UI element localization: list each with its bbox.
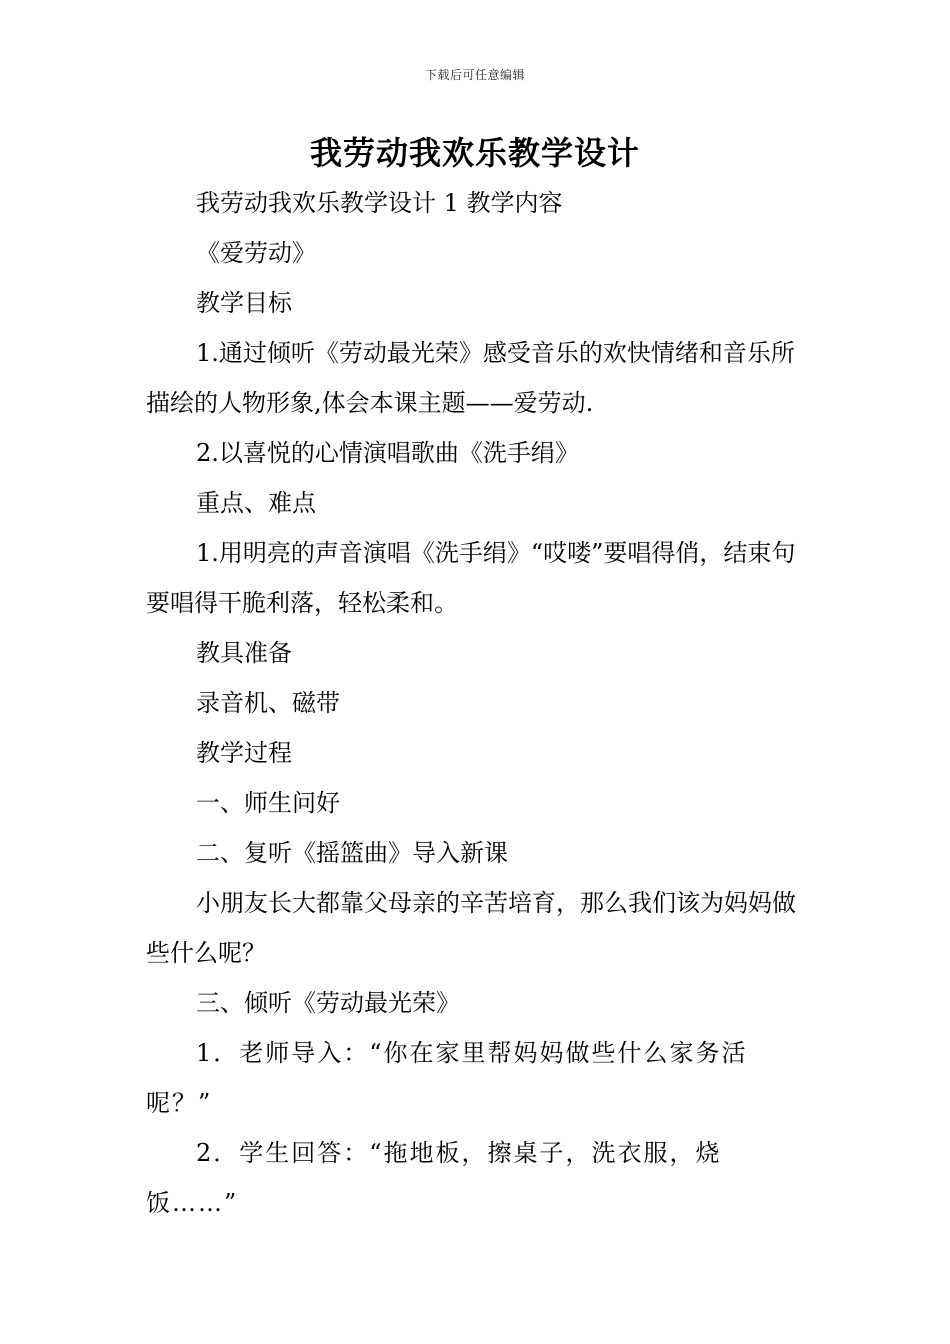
paragraph-step-3: 三、倾听《劳动最光荣》	[196, 989, 460, 1017]
paragraph-step-3-item-1: 1．老师导入：“你在家里帮妈妈做些什么家务活呢？”	[146, 1039, 748, 1117]
heading-key-points: 重点、难点	[196, 489, 316, 517]
header-note: 下载后可任意编辑	[424, 68, 525, 82]
paragraph-step-2: 二、复听《摇篮曲》导入新课	[196, 839, 508, 867]
paragraph-step-2-detail: 小朋友长大都靠父母亲的辛苦培育，那么我们该为妈妈做些什么呢？	[146, 889, 796, 967]
heading-teaching-aids: 教具准备	[196, 639, 292, 667]
paragraph-key-point-1: 1.用明亮的声音演唱《洗手绢》“哎喽”要唱得俏，结束句要唱得干脆利落，轻松柔和。	[146, 539, 796, 617]
document-body	[146, 178, 810, 1228]
heading-teaching-goals: 教学目标	[196, 289, 292, 317]
paragraph-goal-1: 1.通过倾听《劳动最光荣》感受音乐的欢快情绪和音乐所描绘的人物形象,体会本课主题——爱劳动.	[146, 339, 795, 417]
paragraph-step-3-item-2: 2．学生回答：“拖地板，擦桌子，洗衣服，烧饭……”	[146, 1139, 722, 1217]
paragraph-teaching-aids: 录音机、磁带	[196, 689, 340, 717]
paragraph-intro: 我劳动我欢乐教学设计 1 教学内容	[196, 189, 563, 217]
heading-teaching-process: 教学过程	[196, 739, 292, 767]
paragraph-step-1: 一、师生问好	[196, 789, 340, 817]
paragraph-lesson-name: 《爱劳动》	[196, 239, 316, 267]
paragraph-goal-2: 2.以喜悦的心情演唱歌曲《洗手绢》	[196, 439, 579, 467]
document-title: 我劳动我欢乐教学设计	[309, 134, 640, 172]
